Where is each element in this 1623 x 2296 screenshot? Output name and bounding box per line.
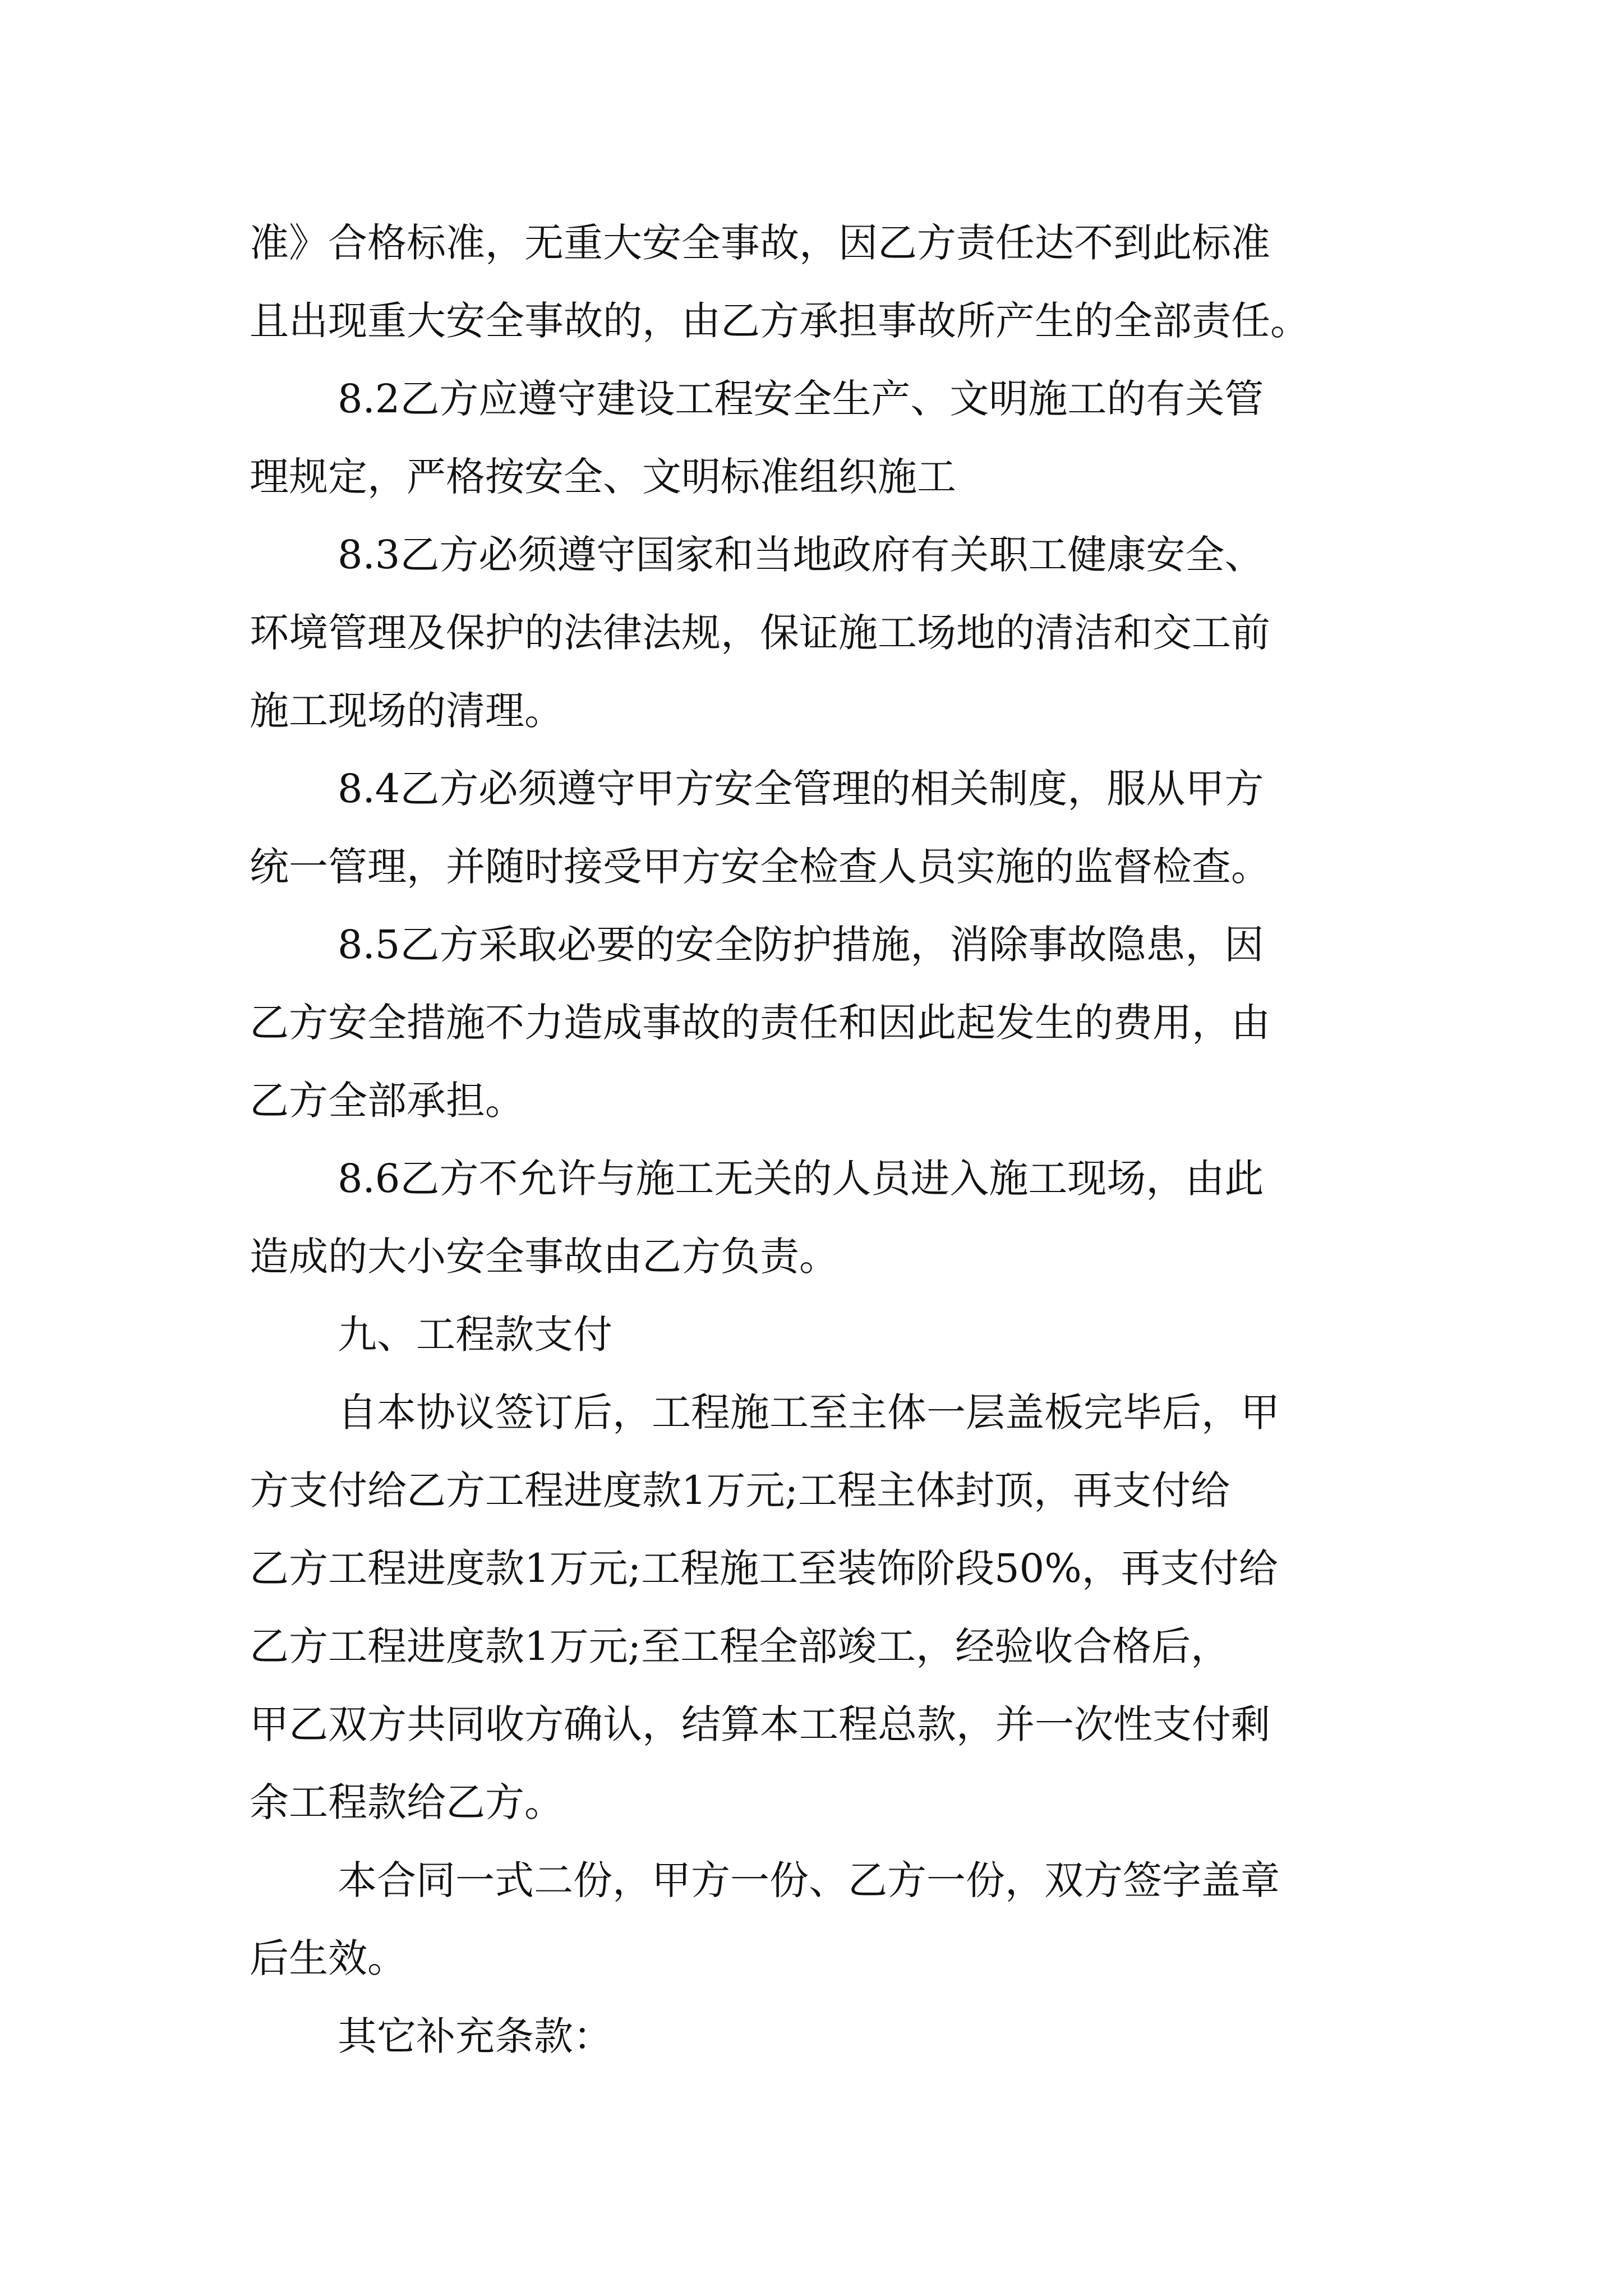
text-line: 乙方工程进度款1万元;至工程全部竣工，经验收合格后， [250,1623,1230,1669]
text-line: 方支付给乙方工程进度款1万元;工程主体封顶，再支付给 [250,1467,1230,1513]
text-line: 准》合格标准，无重大安全事故，因乙方责任达不到此标准 [250,220,1270,266]
clause-8-6-line: 8.6乙方不允许与施工无关的人员进入施工现场，由此 [338,1156,1264,1202]
text-line: 施工现场的清理。 [250,688,564,734]
payment-paragraph-line: 自本协议签订后，工程施工至主体一层盖板完毕后，甲 [338,1389,1280,1435]
text-line: 且出现重大安全事故的，由乙方承担事故所产生的全部责任。 [250,298,1310,344]
clause-8-3-line: 8.3乙方必须遵守国家和当地政府有关职工健康安全、 [338,532,1264,578]
text-line: 理规定，严格按安全、文明标准组织施工 [250,454,956,500]
contract-copies-line: 本合同一式二份，甲方一份、乙方一份，双方签字盖章 [338,1857,1280,1903]
section-heading-payment: 九、工程款支付 [338,1312,612,1358]
text-line: 甲乙双方共同收方确认，结算本工程总款，并一次性支付剩 [250,1701,1270,1747]
text-line: 乙方全部承担。 [250,1078,524,1124]
text-line: 乙方工程进度款1万元;工程施工至装饰阶段50%，再支付给 [250,1545,1278,1591]
text-line: 后生效。 [250,1935,407,1981]
clause-8-2-line: 8.2乙方应遵守建设工程安全生产、文明施工的有关管 [338,376,1264,422]
text-line: 余工程款给乙方。 [250,1779,564,1825]
text-line: 环境管理及保护的法律法规，保证施工场地的清洁和交工前 [250,610,1270,656]
supplementary-terms-label: 其它补充条款： [338,2013,612,2059]
text-line: 统一管理，并随时接受甲方安全检查人员实施的监督检查。 [250,844,1270,890]
clause-8-4-line: 8.4乙方必须遵守甲方安全管理的相关制度，服从甲方 [338,766,1264,812]
text-line: 造成的大小安全事故由乙方负责。 [250,1234,838,1280]
clause-8-5-line: 8.5乙方采取必要的安全防护措施，消除事故隐患，因 [338,922,1264,968]
text-line: 乙方安全措施不力造成事故的责任和因此起发生的费用，由 [250,1000,1270,1046]
